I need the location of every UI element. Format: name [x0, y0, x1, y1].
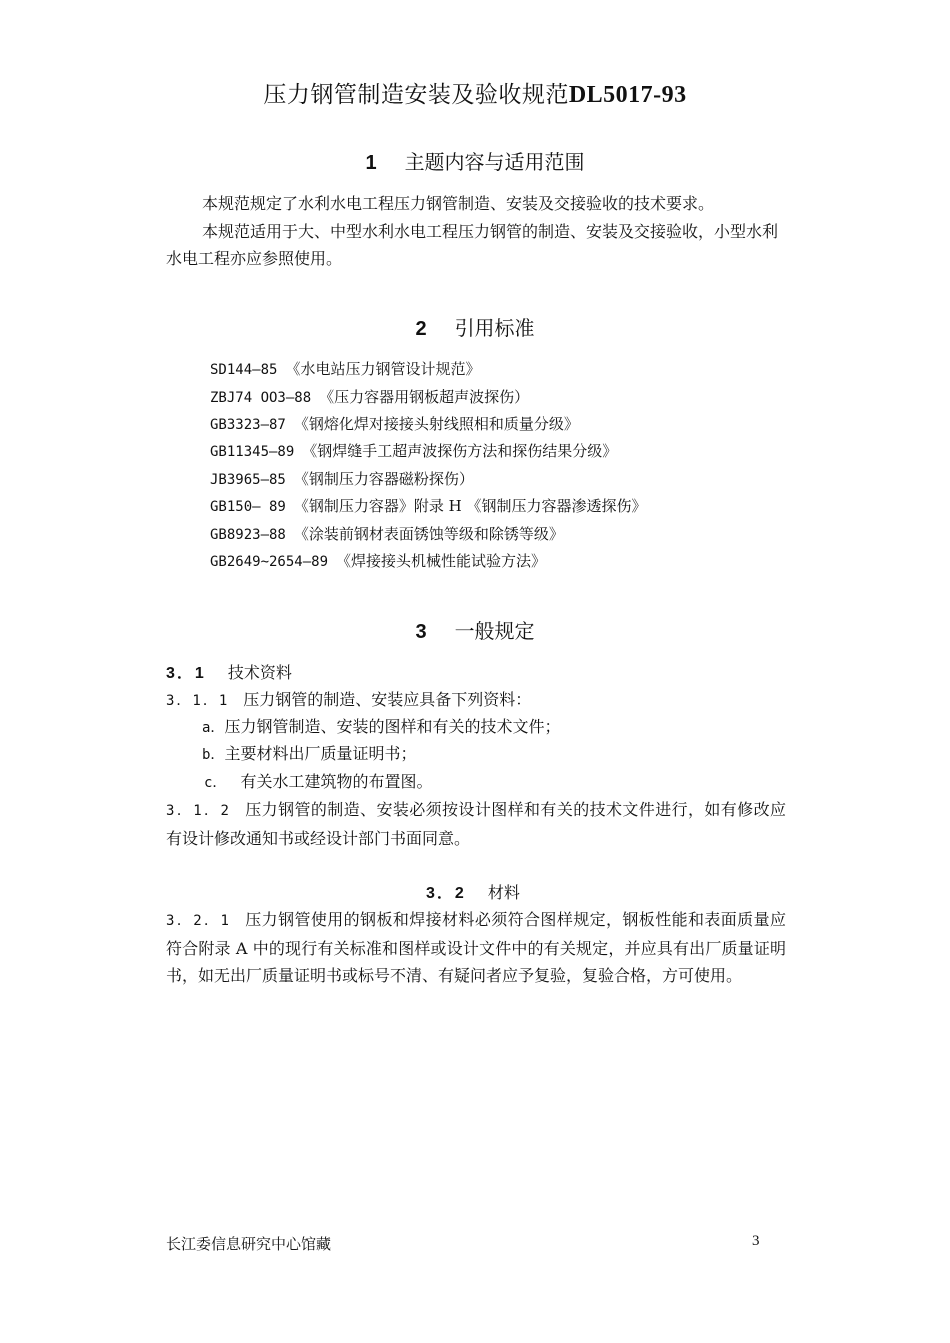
- section-2-heading: [0, 312, 950, 341]
- reference-item: [210, 547, 546, 576]
- section-number: 3: [415, 621, 427, 643]
- subsection-3-1-heading: [166, 660, 292, 683]
- reference-code: SD144—85: [210, 362, 278, 378]
- list-item-text: 压力钢管制造、安装的图样和有关的技术文件；: [224, 717, 561, 736]
- reference-title: 《焊接接头机械性能试验方法》: [336, 552, 547, 570]
- reference-code: GB3323—87: [210, 417, 286, 433]
- clause-3-2-1: [166, 906, 786, 989]
- reference-item: [210, 383, 529, 412]
- clause-text: 压力钢管使用的钢板和焊接材料必须符合图样规定，钢板性能和表面质量应符合附录 A 中的现行有关标准和图样或设计文件中的有关规定，并应具有出厂质量证明书，如无出厂质量证明书或标号不清、有疑问者应予复验，复验合格，方可使用。: [166, 910, 786, 985]
- reference-title: 《钢熔化焊对接接头射线照相和质量分级》: [293, 415, 579, 433]
- subsection-number: 3．2: [426, 885, 466, 902]
- reference-title: 《钢制压力容器》附录 H 《钢制压力容器渗透探伤》: [293, 497, 647, 515]
- clause-number: 3．1．1: [166, 693, 230, 709]
- page-title: [0, 76, 950, 109]
- reference-title: 《水电站压力钢管设计规范》: [285, 360, 481, 378]
- reference-item: [210, 465, 474, 494]
- section-title: 引用标准: [454, 316, 535, 340]
- clause-3-1-1: [166, 686, 786, 715]
- section-number: 1: [365, 152, 377, 174]
- section-title: 主题内容与适用范围: [404, 150, 585, 174]
- list-item-label: b．: [202, 747, 225, 763]
- section-3-heading: [0, 615, 950, 644]
- footer-source: 长江委信息研究中心馆藏: [166, 1235, 332, 1253]
- reference-item: [210, 492, 646, 521]
- list-item: [204, 768, 432, 797]
- subsection-3-2-heading: [426, 880, 520, 903]
- reference-item: [210, 355, 480, 384]
- reference-item: [210, 410, 579, 439]
- paragraph: 本规范适用于大、中型水利水电工程压力钢管的制造、安装及交接验收，小型水利水电工程亦应参照使用。: [166, 222, 779, 268]
- list-item-label: c．: [204, 775, 227, 791]
- page-number: 3: [752, 1233, 760, 1249]
- paragraph: 本规范规定了水利水电工程压力钢管制造、安装及交接验收的技术要求。: [202, 194, 715, 213]
- subsection-title: 材料: [487, 883, 520, 902]
- reference-item: [210, 437, 617, 466]
- list-item-label: a．: [202, 720, 225, 736]
- reference-item: [210, 520, 564, 549]
- standard-code: DL5017-93: [568, 82, 687, 108]
- section-title: 一般规定: [454, 619, 535, 643]
- title-text: 压力钢管制造安装及验收规范: [263, 82, 569, 108]
- reference-title: 《涂装前钢材表面锈蚀等级和除锈等级》: [293, 525, 564, 543]
- list-item-text: 有关水工建筑物的布置图。: [240, 772, 433, 791]
- clause-text: 压力钢管的制造、安装必须按设计图样和有关的技术文件进行，如有修改应有设计修改通知书或经设计部门书面同意。: [166, 800, 786, 848]
- list-item-text: 主要材料出厂质量证明书；: [224, 744, 417, 763]
- reference-code: GB8923—88: [210, 527, 286, 543]
- reference-title: 《压力容器用钢板超声波探伤）: [319, 388, 530, 406]
- reference-code: GB11345—89: [210, 444, 295, 460]
- reference-code: GB150— 89: [210, 499, 286, 515]
- reference-code: ZBJ74 OO3—88: [210, 390, 312, 406]
- section-1-heading: [0, 146, 950, 175]
- subsection-title: 技术资料: [227, 663, 292, 682]
- clause-3-1-2: [166, 796, 786, 852]
- reference-title: 《钢制压力容器磁粉探伤）: [293, 470, 474, 488]
- reference-code: JB3965—85: [210, 472, 286, 488]
- reference-title: 《钢焊缝手工超声波探伤方法和探伤结果分级》: [302, 442, 618, 460]
- clause-number: 3．1．2: [166, 803, 231, 819]
- list-item: [202, 713, 560, 742]
- section-number: 2: [415, 318, 427, 340]
- clause-text: 压力钢管的制造、安装应具备下列资料：: [243, 690, 532, 709]
- subsection-number: 3．1: [166, 665, 206, 682]
- clause-number: 3．2．1: [166, 913, 231, 929]
- list-item: [202, 740, 416, 769]
- reference-code: GB2649~2654—89: [210, 554, 329, 570]
